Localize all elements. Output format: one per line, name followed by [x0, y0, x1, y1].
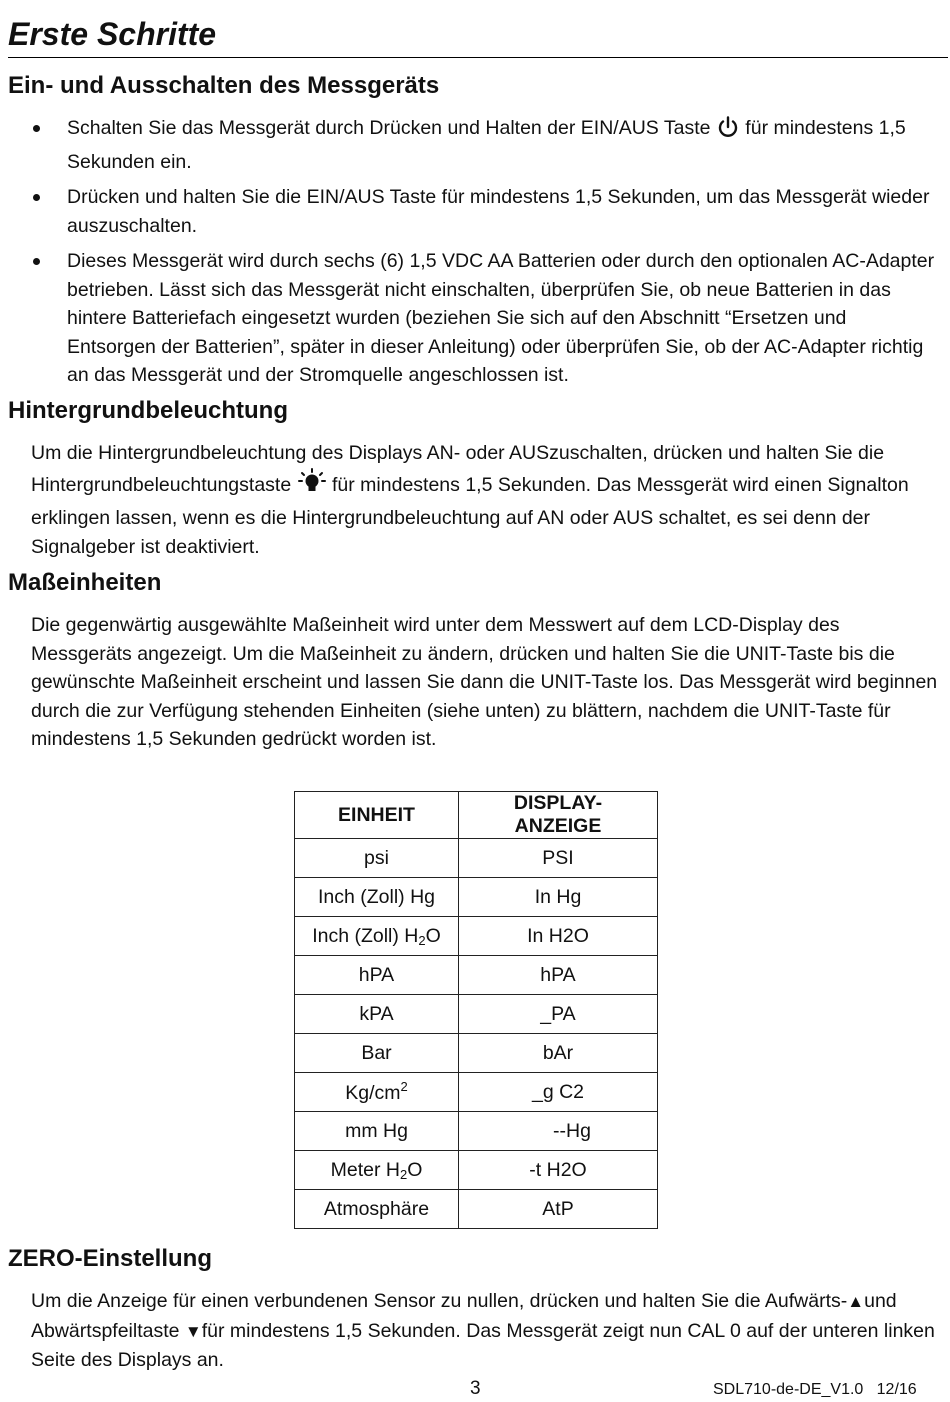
- page-number: 3: [470, 1378, 481, 1399]
- unit-cell: psi: [295, 839, 459, 878]
- bullet-icon: [33, 125, 40, 132]
- column-header-display: DISPLAY-ANZEIGE: [459, 792, 658, 839]
- list-item: [0, 247, 937, 390]
- bullet-text: für mindestens 1,5 Sekunden ein.: [67, 117, 906, 173]
- column-header-unit: EINHEIT: [295, 792, 459, 839]
- backlight-heading: Hintergrundbeleuchtung: [8, 397, 288, 424]
- table-row: [295, 1112, 658, 1151]
- display-cell: -t H2O: [459, 1151, 658, 1190]
- table-row: [295, 917, 658, 956]
- display-cell: --Hg: [459, 1112, 658, 1151]
- display-cell: _g C2: [459, 1073, 658, 1112]
- paragraph-text: für mindestens 1,5 Sekunden. Das Messgerät wird einen Signalton erklingen lassen, wenn es die Hintergrundbeleuchtung auf AN oder AUS schaltet, es sei denn der Signalgeber ist deaktiviert.: [31, 473, 909, 558]
- unit-cell: hPA: [295, 956, 459, 995]
- table-header-row: [295, 792, 658, 839]
- display-cell: _PA: [459, 995, 658, 1034]
- table-row: [295, 839, 658, 878]
- table-row: [295, 878, 658, 917]
- unit-cell: Bar: [295, 1034, 459, 1073]
- title-divider: [8, 57, 948, 58]
- zero-paragraph: [31, 1287, 945, 1375]
- unit-cell: $Kg/cm^2$: [295, 1073, 459, 1112]
- table-row: [295, 1073, 658, 1112]
- up-arrow-icon: ▲: [847, 1292, 865, 1311]
- display-cell: hPA: [459, 956, 658, 995]
- list-item: [0, 114, 937, 176]
- bullet-text: Dieses Messgerät wird durch sechs (6) 1,5 VDC AA Batterien oder durch den optionalen AC-Adapter betrieben. Lässt sich das Messgerät nicht einschalten, überprüfen Sie, ob neue Batterien in das hintere Batteriefach eingesetzt wurden (beziehen Sie sich auf den Abschnitt “Ersetzen und Entsorgen der Batterien”, später in dieser Anleitung) oder überprüfen Sie, ob der AC-Adapter richtig an das Messgerät und der Stromquelle angeschlossen ist.: [67, 250, 935, 386]
- table-row: [295, 995, 658, 1034]
- document-id: SDL710-de-DE_V1.0 12/16: [713, 1381, 917, 1398]
- table-row: [295, 1034, 658, 1073]
- display-cell: AtP: [459, 1190, 658, 1229]
- display-cell: PSI: [459, 839, 658, 878]
- unit-cell: Inch (Zoll) $H_2O$: [295, 917, 459, 956]
- bullet-text: Drücken und halten Sie die EIN/AUS Taste für mindestens 1,5 Sekunden, um das Messgerät wieder auszuschalten.: [67, 186, 930, 237]
- power-icon: [716, 115, 740, 148]
- unit-cell: mm Hg: [295, 1112, 459, 1151]
- zero-heading: ZERO-Einstellung: [8, 1245, 212, 1272]
- units-paragraph: Die gegenwärtig ausgewählte Maßeinheit wird unter dem Messwert auf dem LCD-Display des Messgeräts angezeigt. Um die Maßeinheit zu ändern, drücken und halten Sie die UNIT-Taste bis die gewünschte Maßeinheit erscheint und lassen Sie dann die UNIT-Taste los. Das Messgerät wird beginnen durch die zur Verfügung stehenden Einheiten (siehe unten) zu blättern, nachdem die UNIT-Taste für mindestens 1,5 Sekunden gedrückt worden ist.: [31, 614, 938, 750]
- unit-cell: kPA: [295, 995, 459, 1034]
- display-cell: bAr: [459, 1034, 658, 1073]
- bullet-icon: [33, 194, 40, 201]
- display-cell: In Hg: [459, 878, 658, 917]
- paragraph-text: für mindestens 1,5 Sekunden. Das Messgerät zeigt nun CAL 0 auf der unteren linken Seite des Displays an.: [31, 1319, 935, 1371]
- paragraph-text: Um die Hintergrundbeleuchtung des Displays AN- oder AUSzuschalten, drücken und halten Sie die Hintergrundbeleuchtungstaste: [31, 442, 885, 496]
- table-row: [295, 956, 658, 995]
- display-cell: In H2O: [459, 917, 658, 956]
- page-title: Erste Schritte: [8, 16, 217, 52]
- unit-cell: Meter $H_2O$: [295, 1151, 459, 1190]
- backlight-paragraph: [31, 439, 945, 561]
- paragraph-text: Um die Anzeige für einen verbundenen Sensor zu nullen, drücken und halten Sie die Aufwärts-: [31, 1290, 848, 1312]
- unit-cell: Inch (Zoll) Hg: [295, 878, 459, 917]
- bullet-icon: [33, 258, 40, 265]
- units-table: [294, 791, 658, 1229]
- down-arrow-icon: ▼: [184, 1321, 202, 1341]
- power-heading: Ein- und Ausschalten des Messgeräts: [8, 72, 440, 99]
- paragraph-text: und Abwärtspfeiltaste: [31, 1290, 897, 1342]
- units-heading: Maßeinheiten: [8, 569, 162, 596]
- power-bullet-list: [0, 114, 950, 397]
- list-item: [0, 183, 937, 240]
- lightbulb-icon: [297, 468, 327, 505]
- table-row: [295, 1190, 658, 1229]
- bullet-text: Schalten Sie das Messgerät durch Drücken und Halten der EIN/AUS Taste: [67, 117, 716, 139]
- table-row: [295, 1151, 658, 1190]
- unit-cell: Atmosphäre: [295, 1190, 459, 1229]
